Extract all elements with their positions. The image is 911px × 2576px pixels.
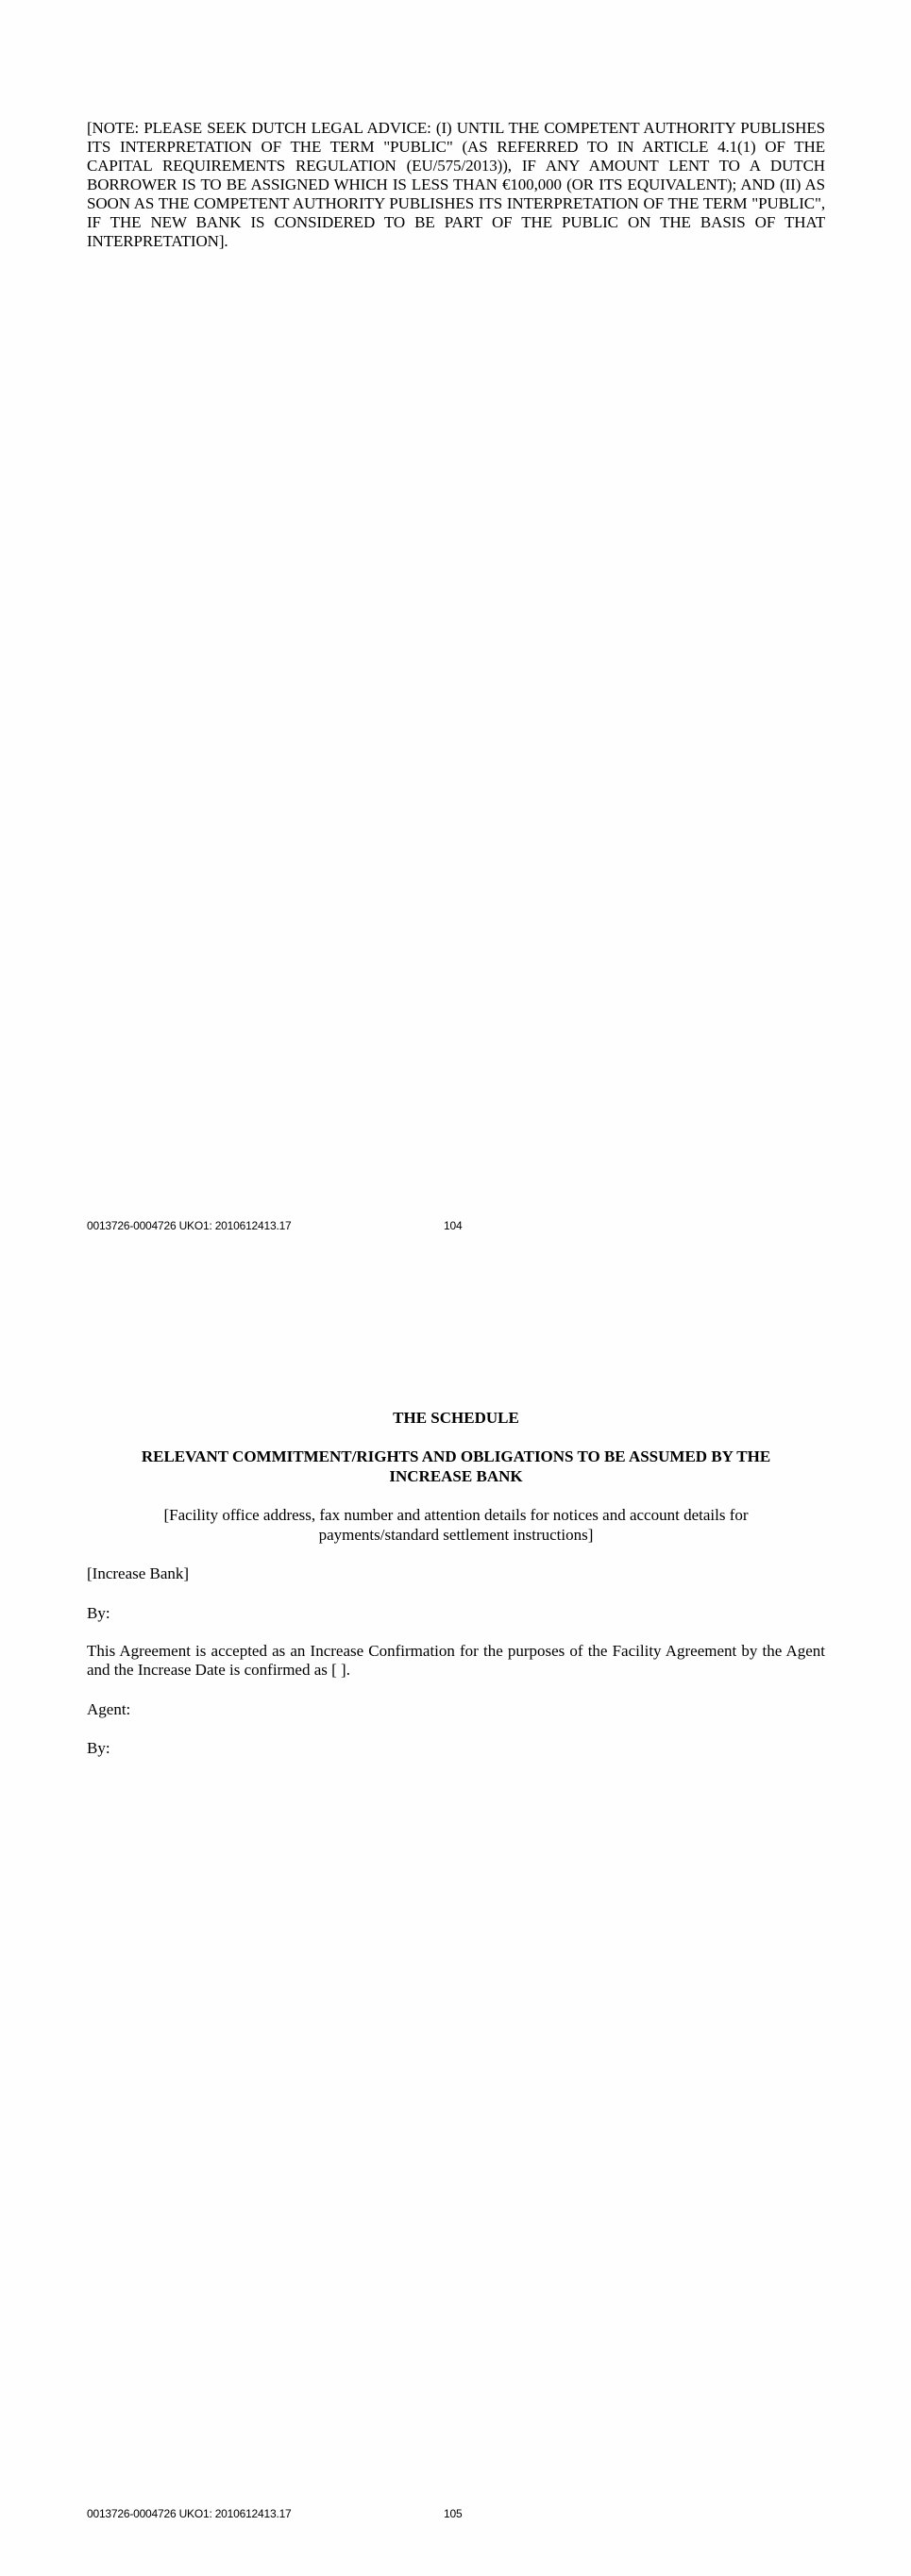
document-page-105 bbox=[0, 1288, 911, 2576]
footer-page-number: 105 bbox=[444, 2507, 463, 2520]
schedule-title: THE SCHEDULE bbox=[393, 1409, 519, 1427]
acceptance-paragraph: This Agreement is accepted as an Increase Confirmation for the purposes of the Facility Agreement by the Agent and the Increase Date is confirmed as [ ]. bbox=[87, 1642, 825, 1679]
agent-label: Agent: bbox=[87, 1700, 131, 1718]
footer-page-number: 104 bbox=[444, 1219, 463, 1232]
footer-document-reference: 0013726-0004726 UKO1: 2010612413.17 bbox=[87, 2507, 292, 2520]
dutch-legal-note: [NOTE: PLEASE SEEK DUTCH LEGAL ADVICE: (I) UNTIL THE COMPETENT AUTHORITY PUBLISHES ITS INTERPRETATION OF THE TERM "PUBLIC" (AS REFERRED TO IN ARTICLE 4.1(1) OF THE CAPITAL REQUIREMENTS REGULATION (EU/575/2013)), IF ANY AMOUNT LENT TO A DUTCH BORROWER IS TO BE ASSIGNED WHICH IS LESS THAN €100,000 (OR ITS EQUIVALENT); AND (II) AS SOON AS THE COMPETENT AUTHORITY PUBLISHES ITS INTERPRETATION OF THE TERM "PUBLIC", IF THE NEW BANK IS CONSIDERED TO BE PART OF THE PUBLIC ON THE BASIS OF THAT INTERPRETATION]. bbox=[87, 119, 825, 250]
schedule-description: [Facility office address, fax number and attention details for notices and account details for payments/standard settlement instructions] bbox=[163, 1506, 749, 1544]
signature-by-label: By: bbox=[87, 1604, 110, 1622]
footer-document-reference: 0013726-0004726 UKO1: 2010612413.17 bbox=[87, 1219, 292, 1232]
schedule-subtitle: RELEVANT COMMITMENT/RIGHTS AND OBLIGATIONS TO BE ASSUMED BY THE INCREASE BANK bbox=[141, 1447, 771, 1485]
agent-signature-by-label: By: bbox=[87, 1739, 110, 1757]
increase-bank-label: [Increase Bank] bbox=[87, 1564, 190, 1582]
